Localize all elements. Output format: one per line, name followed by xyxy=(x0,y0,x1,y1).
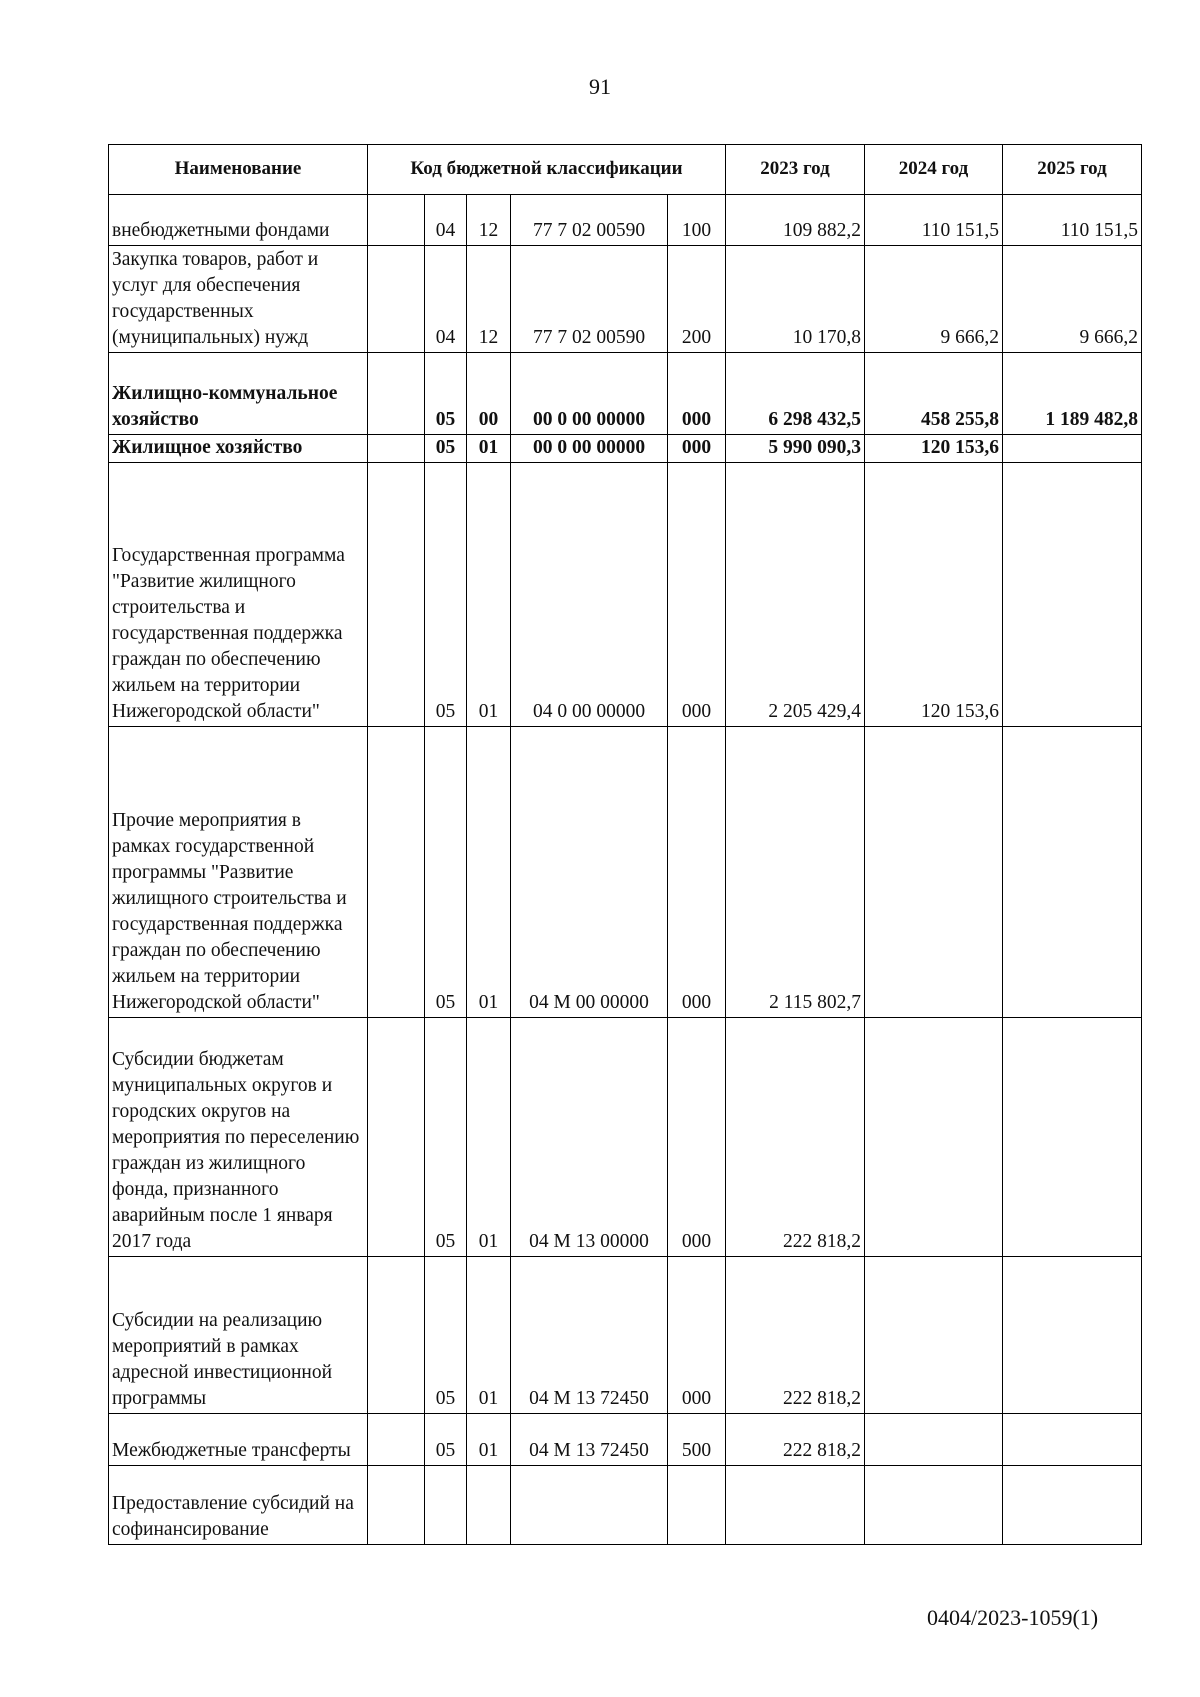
code-section: 05 xyxy=(425,727,467,1018)
code-type: 200 xyxy=(668,246,726,353)
code-type: 000 xyxy=(668,463,726,727)
value-2025 xyxy=(1003,463,1142,727)
code-target: 04 М 00 00000 xyxy=(511,727,668,1018)
row-name: Жилищное хозяйство xyxy=(109,435,368,463)
value-2023: 222 818,2 xyxy=(726,1257,865,1414)
value-2024: 9 666,2 xyxy=(865,246,1003,353)
code-type xyxy=(668,1466,726,1545)
value-2023: 222 818,2 xyxy=(726,1018,865,1257)
value-2023 xyxy=(726,1466,865,1545)
code-target: 04 М 13 72450 xyxy=(511,1414,668,1466)
code-type: 500 xyxy=(668,1414,726,1466)
value-2024: 110 151,5 xyxy=(865,195,1003,246)
table-row xyxy=(109,463,1142,727)
code-subsection: 00 xyxy=(467,353,511,435)
row-name: Субсидии на реализацию мероприятий в рамках адресной инвестиционной программы xyxy=(109,1257,368,1414)
code-section: 05 xyxy=(425,1414,467,1466)
code-part-1 xyxy=(368,1466,425,1545)
value-2023: 2 205 429,4 xyxy=(726,463,865,727)
value-2023: 10 170,8 xyxy=(726,246,865,353)
code-subsection: 01 xyxy=(467,1414,511,1466)
code-target xyxy=(511,1466,668,1545)
value-2023: 5 990 090,3 xyxy=(726,435,865,463)
value-2024: 120 153,6 xyxy=(865,435,1003,463)
value-2023: 222 818,2 xyxy=(726,1414,865,1466)
code-section: 04 xyxy=(425,246,467,353)
code-part-1 xyxy=(368,1257,425,1414)
value-2025: 110 151,5 xyxy=(1003,195,1142,246)
code-section: 05 xyxy=(425,1018,467,1257)
code-subsection: 01 xyxy=(467,463,511,727)
code-part-1 xyxy=(368,727,425,1018)
header-2024: 2024 год xyxy=(865,145,1003,195)
code-part-1 xyxy=(368,463,425,727)
row-name: Закупка товаров, работ и услуг для обеспечения государственных (муниципальных) нужд xyxy=(109,246,368,353)
row-name: внебюджетными фондами xyxy=(109,195,368,246)
row-name: Субсидии бюджетам муниципальных округов и городских округов на мероприятия по переселению граждан из жилищного фонда, признанного аварийным после 1 января 2017 года xyxy=(109,1018,368,1257)
row-name: Прочие мероприятия в рамках государственной программы "Развитие жилищного строительства и государственная поддержка граждан по обеспечению жильем на территории Нижегородской области" xyxy=(109,727,368,1018)
value-2024: 120 153,6 xyxy=(865,463,1003,727)
code-subsection: 01 xyxy=(467,435,511,463)
value-2023: 6 298 432,5 xyxy=(726,353,865,435)
value-2025 xyxy=(1003,727,1142,1018)
header-2025: 2025 год xyxy=(1003,145,1142,195)
code-type: 000 xyxy=(668,1257,726,1414)
code-part-1 xyxy=(368,1018,425,1257)
table-row xyxy=(109,1466,1142,1545)
code-part-1 xyxy=(368,195,425,246)
table-row xyxy=(109,1018,1142,1257)
table-row xyxy=(109,435,1142,463)
value-2025 xyxy=(1003,435,1142,463)
code-subsection: 12 xyxy=(467,246,511,353)
document-code: 0404/2023-1059(1) xyxy=(927,1605,1099,1630)
code-section: 05 xyxy=(425,353,467,435)
code-target: 04 0 00 00000 xyxy=(511,463,668,727)
code-subsection: 12 xyxy=(467,195,511,246)
code-section: 05 xyxy=(425,1257,467,1414)
code-type: 000 xyxy=(668,1018,726,1257)
code-target: 00 0 00 00000 xyxy=(511,353,668,435)
code-part-1 xyxy=(368,435,425,463)
table-row xyxy=(109,246,1142,353)
code-section: 05 xyxy=(425,435,467,463)
code-target: 04 М 13 72450 xyxy=(511,1257,668,1414)
row-name: Предоставление субсидий на софинансирование xyxy=(109,1466,368,1545)
table-row xyxy=(109,1414,1142,1466)
value-2024 xyxy=(865,1414,1003,1466)
value-2025: 9 666,2 xyxy=(1003,246,1142,353)
code-type: 000 xyxy=(668,727,726,1018)
code-part-1 xyxy=(368,353,425,435)
code-target: 77 7 02 00590 xyxy=(511,246,668,353)
table-row xyxy=(109,353,1142,435)
code-subsection: 01 xyxy=(467,727,511,1018)
value-2024 xyxy=(865,1466,1003,1545)
value-2024 xyxy=(865,727,1003,1018)
row-name: Государственная программа "Развитие жилищного строительства и государственная поддержка граждан по обеспечению жильем на территории Нижегородской области" xyxy=(109,463,368,727)
code-section: 05 xyxy=(425,463,467,727)
code-subsection xyxy=(467,1466,511,1545)
code-part-1 xyxy=(368,246,425,353)
table-row xyxy=(109,727,1142,1018)
value-2023: 2 115 802,7 xyxy=(726,727,865,1018)
code-type: 000 xyxy=(668,353,726,435)
code-subsection: 01 xyxy=(467,1018,511,1257)
value-2024 xyxy=(865,1257,1003,1414)
table-row xyxy=(109,195,1142,246)
value-2025 xyxy=(1003,1414,1142,1466)
row-name: Жилищно-коммунальное хозяйство xyxy=(109,353,368,435)
value-2023: 109 882,2 xyxy=(726,195,865,246)
code-target: 04 М 13 00000 xyxy=(511,1018,668,1257)
table-row xyxy=(109,1257,1142,1414)
value-2025: 1 189 482,8 xyxy=(1003,353,1142,435)
code-type: 100 xyxy=(668,195,726,246)
row-name: Межбюджетные трансферты xyxy=(109,1414,368,1466)
code-type: 000 xyxy=(668,435,726,463)
header-2023: 2023 год xyxy=(726,145,865,195)
code-part-1 xyxy=(368,1414,425,1466)
header-name: Наименование xyxy=(109,145,368,195)
page-number: 91 xyxy=(589,74,611,99)
header-code: Код бюджетной классификации xyxy=(368,145,726,195)
value-2025 xyxy=(1003,1257,1142,1414)
value-2024 xyxy=(865,1018,1003,1257)
value-2024: 458 255,8 xyxy=(865,353,1003,435)
table-header-row xyxy=(109,145,1142,195)
value-2025 xyxy=(1003,1466,1142,1545)
code-section: 04 xyxy=(425,195,467,246)
code-section xyxy=(425,1466,467,1545)
code-target: 77 7 02 00590 xyxy=(511,195,668,246)
code-target: 00 0 00 00000 xyxy=(511,435,668,463)
value-2025 xyxy=(1003,1018,1142,1257)
code-subsection: 01 xyxy=(467,1257,511,1414)
budget-table xyxy=(108,144,1142,1545)
